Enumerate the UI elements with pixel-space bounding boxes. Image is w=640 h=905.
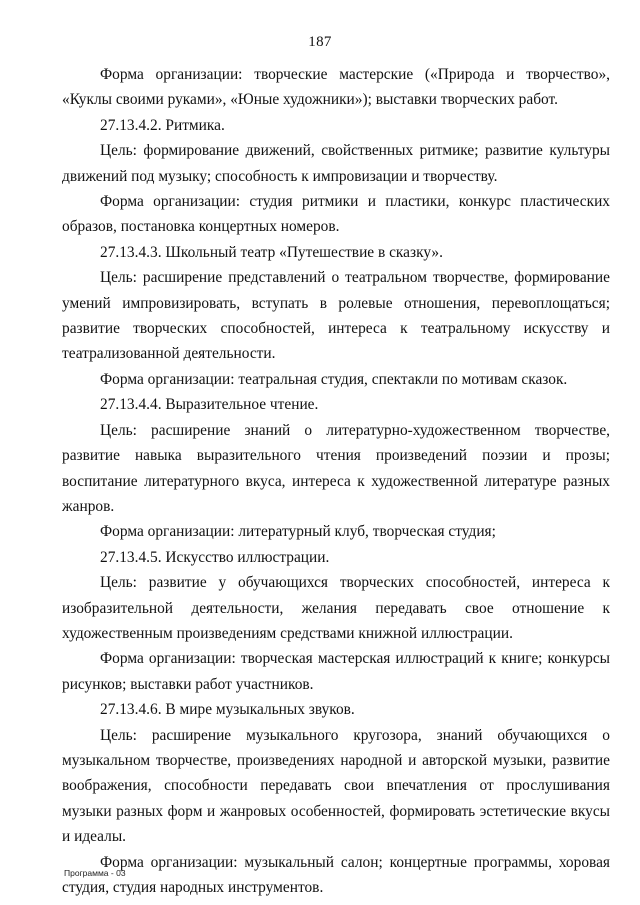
paragraph-form-illustration: Форма организации: творческая мастерская иллюстраций к книге; конкурсы рисунков; выставки работ участников. (62, 650, 610, 693)
paragraph-form-music: Форма организации: музыкальный салон; концертные программы, хоровая студия, студия народных инструментов. (62, 853, 610, 896)
paragraph-goal-reading: Цель: расширение знаний о литературно-художественном творчестве, развитие навыка выразительного чтения произведений поэзии и прозы; воспитание литературного вкуса, интереса к художественной литературе разных жанров. (62, 421, 610, 515)
section-heading-music: 27.13.4.6. В мире музыкальных звуков. (100, 701, 355, 719)
footer-program-label: Программа - 03 (64, 868, 126, 878)
paragraph-goal-music: Цель: расширение музыкального кругозора, знаний обучающихся о музыкальном творчестве, произведениях народной и авторской музыки, развитие воображения, способности передавать свои впечатления от прослушивания музыки разных форм и жанровых особенностей, формировать эстетические вкусы и идеалы. (62, 726, 610, 846)
section-heading-school-theatre: 27.13.4.3. Школьный театр «Путешествие в сказку». (100, 243, 443, 261)
paragraph-goal-theatre: Цель: расширение представлений о театральном творчестве, формирование умений импровизировать, вступать в ролевые отношения, перевоплощаться; развитие творческих способностей, интереса к театральному искусству и театрализованной деятельности. (62, 269, 610, 363)
paragraph-goal-illustration: Цель: развитие у обучающихся творческих способностей, интереса к изобразительной деятельности, желания передавать свое отношение к художественным произведениям средствами книжной иллюстрации. (62, 574, 610, 642)
paragraph-goal-rhythmics: Цель: формирование движений, свойственных ритмике; развитие культуры движений под музыку; способность к импровизации и творчеству. (62, 142, 610, 185)
paragraph-form-rhythmics: Форма организации: студия ритмики и пластики, конкурс пластических образов, постановка концертных номеров. (62, 193, 610, 236)
section-heading-rhythmics: 27.13.4.2. Ритмика. (100, 116, 225, 134)
section-heading-expressive-reading: 27.13.4.4. Выразительное чтение. (100, 396, 319, 414)
paragraph-form-reading: Форма организации: литературный клуб, творческая студия; (100, 523, 496, 541)
section-heading-illustration: 27.13.4.5. Искусство иллюстрации. (100, 548, 330, 566)
paragraph-form-theatre: Форма организации: театральная студия, спектакли по мотивам сказок. (100, 370, 568, 388)
document-body (62, 62, 610, 900)
page-number: 187 (308, 34, 332, 50)
paragraph-form-art-workshops: Форма организации: творческие мастерские («Природа и творчество», «Куклы своими руками», «Юные художники»); выставки творческих работ. (62, 66, 610, 109)
